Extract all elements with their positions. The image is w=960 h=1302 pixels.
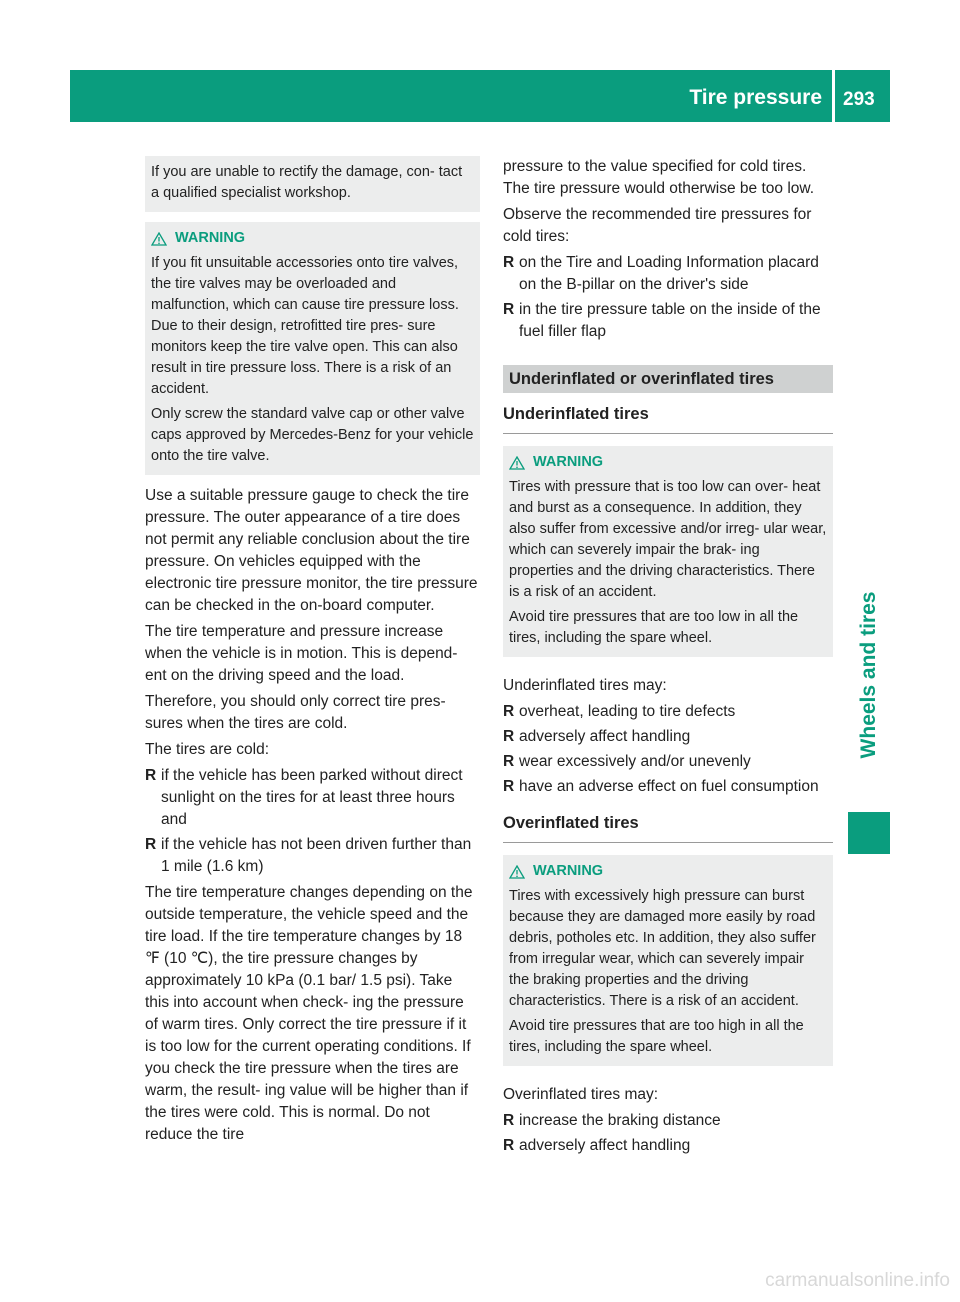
subsection-heading: Overinflated tires: [503, 812, 833, 843]
bullet-list: [145, 765, 480, 878]
bullet-icon: R: [145, 836, 157, 853]
body-paragraph: pressure to the value specified for cold tires. The tire pressure would otherwise be too low.: [503, 158, 815, 197]
body-paragraph: Underinflated tires may:: [503, 677, 667, 694]
list-item: R adversely affect handling: [503, 726, 833, 748]
bullet-icon: R: [503, 301, 515, 318]
chapter-marker: [848, 812, 890, 854]
body-paragraph: Therefore, you should only correct tire pres- sures when the tires are cold.: [145, 693, 446, 732]
warning-box: [503, 446, 833, 657]
warning-label: WARNING: [533, 454, 604, 470]
warning-text: Tires with pressure that is too low can over- heat and burst as a consequence. In addition, they also suffer from excessive and/or irreg- ular wear, which can severely impair the brak- ing properties and the driving characteristics. There is a risk of an accident.: [509, 479, 827, 600]
bullet-icon: R: [503, 778, 515, 795]
watermark: carmanualsonline.info: [765, 1270, 950, 1291]
section-title: Underinflated or overinflated tires: [503, 365, 833, 393]
list-item: R adversely affect handling: [503, 1135, 833, 1157]
right-column: [503, 156, 833, 1161]
warning-label: WARNING: [175, 230, 246, 246]
list-item: R have an adverse effect on fuel consumption: [503, 776, 833, 798]
body-paragraph: Observe the recommended tire pressures for cold tires:: [503, 206, 812, 245]
bullet-icon: R: [503, 1112, 515, 1129]
bullet-list: [503, 252, 833, 343]
note-text: If you are unable to rectify the damage, con- tact a qualified specialist workshop.: [151, 164, 463, 201]
body-paragraph: The tires are cold:: [145, 741, 270, 758]
warning-box: [145, 222, 480, 475]
list-item: R overheat, leading to tire defects: [503, 701, 833, 723]
warning-triangle-icon: [151, 232, 167, 246]
body-paragraph: The tire temperature changes depending on the outside temperature, the vehicle speed and the tire load. If the tire temperature changes by 18 ℉ (10 ℃), the tire pressure changes by approximately 10 kPa (0.1 bar/ 1.5 psi). Take this into account when check- ing the pressure of warm tires. Only correct the tire pressure if it is too low for the current operating conditions. If you check the tire pressure when the tires are warm, the result- ing value will be higher than if the tires were cold. This is normal. Do not reduce the tire: [145, 884, 473, 1143]
bullet-icon: R: [503, 703, 515, 720]
bullet-list: [503, 701, 833, 798]
list-item: R in the tire pressure table on the inside of the fuel filler flap: [503, 301, 821, 340]
warning-box: [503, 855, 833, 1066]
bullet-icon: R: [503, 753, 515, 770]
warning-triangle-icon: [509, 865, 525, 879]
list-item: R wear excessively and/or unevenly: [503, 751, 833, 773]
warning-text: Only screw the standard valve cap or other valve caps approved by Mercedes-Benz for your vehicle onto the tire valve.: [151, 406, 474, 464]
body-paragraph: The tire temperature and pressure increase when the vehicle is in motion. This is depend- ent on the driving speed and the load.: [145, 623, 458, 684]
subsection-heading: Underinflated tires: [503, 403, 833, 434]
page-number: 293: [843, 89, 875, 110]
left-column: [145, 156, 480, 1150]
warning-text: If you fit unsuitable accessories onto tire valves, the tire valves may be overloaded and malfunction, which can cause tire pressure loss. Due to their design, retrofitted tire pres- sure monitors keep the tire valve open. This can also result in tire pressure loss. There is a risk of an accident.: [151, 255, 459, 397]
warning-text: Avoid tire pressures that are too high in all the tires, including the spare wheel.: [509, 1018, 804, 1055]
list-item: R if the vehicle has been parked without direct sunlight on the tires for at least three hours and: [145, 767, 463, 828]
note-box: [145, 156, 480, 212]
list-item: R on the Tire and Loading Information placard on the B-pillar on the driver's side: [503, 254, 819, 293]
list-item: R if the vehicle has not been driven further than 1 mile (1.6 km): [145, 836, 472, 875]
warning-text: Tires with excessively high pressure can burst because they are damaged more easily by road debris, potholes etc. In addition, they also suffer from irregular wear, which can severely impair the braking properties and the driving characteristics. There is a risk of an accident.: [509, 888, 816, 1009]
warning-triangle-icon: [509, 456, 525, 470]
bullet-icon: R: [503, 1137, 515, 1154]
bullet-icon: R: [503, 728, 515, 745]
chapter-tab-label: Wheels and tires: [857, 591, 880, 759]
header-divider: [832, 70, 835, 122]
bullet-list: [503, 1110, 833, 1157]
body-paragraph: Overinflated tires may:: [503, 1086, 659, 1103]
bullet-icon: R: [145, 767, 157, 784]
warning-text: Avoid tire pressures that are too low in all the tires, including the spare wheel.: [509, 609, 799, 646]
warning-label: WARNING: [533, 863, 604, 879]
body-paragraph: Use a suitable pressure gauge to check the tire pressure. The outer appearance of a tire does not permit any reliable conclusion about the tire pressure. On vehicles equipped with the electronic tire pressure monitor, the tire pressure can be checked in the on-board computer.: [145, 487, 478, 614]
list-item: R increase the braking distance: [503, 1110, 833, 1132]
page-title: Tire pressure: [689, 86, 822, 109]
chapter-tab[interactable]: [848, 540, 890, 810]
bullet-icon: R: [503, 254, 515, 271]
